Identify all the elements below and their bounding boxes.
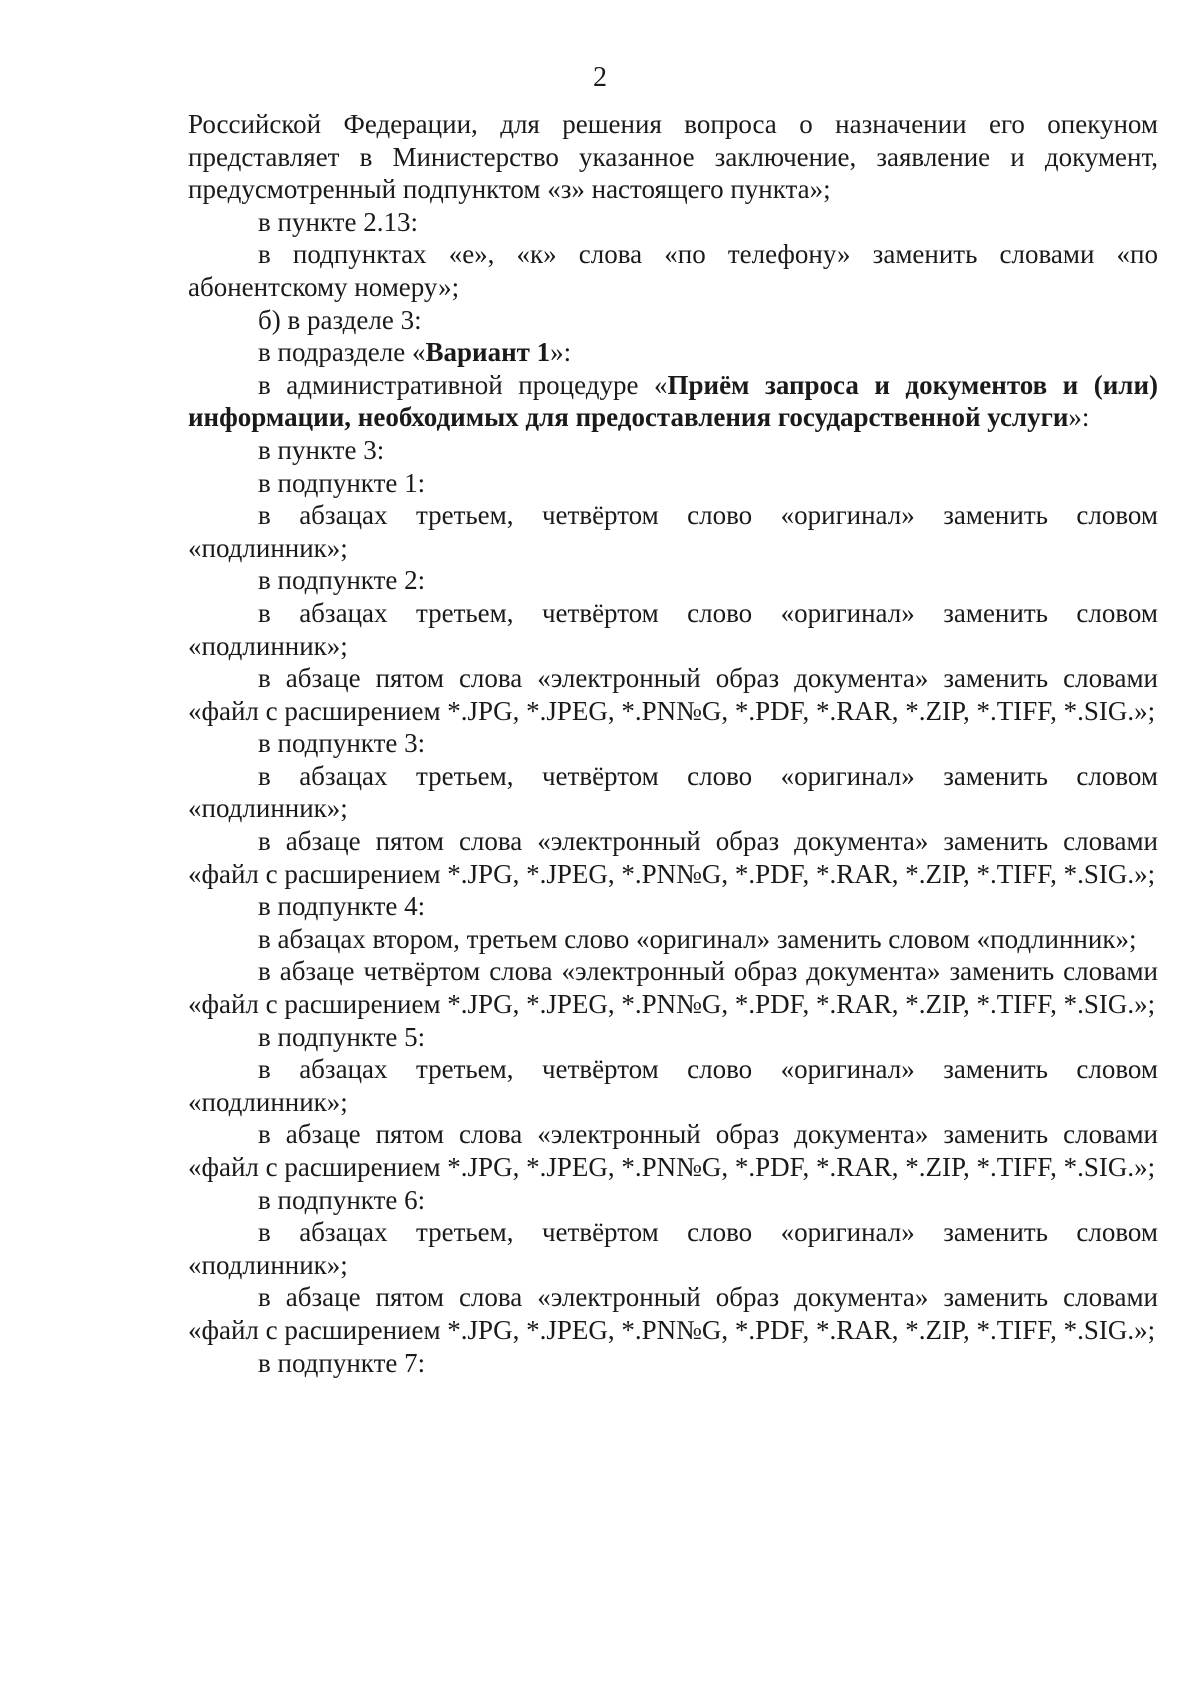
paragraph-amendment: в абзацах третьем, четвёртом слово «оригинал» заменить словом «подлинник»; [188, 500, 1158, 563]
paragraph-amendment: в абзацах третьем, четвёртом слово «оригинал» заменить словом «подлинник»; [188, 597, 1158, 661]
paragraph-subitem-1: в подпункте 1: [258, 467, 426, 498]
paragraph-amendment: в абзацах третьем, четвёртом слово «оригинал» заменить словом «подлинник»; [188, 1217, 1158, 1280]
paragraph-admin-procedure [188, 369, 1158, 434]
paragraph-amendment: в абзаце пятом слова «электронный образ документа» заменить словами «файл с расширением *.JPG, *.JPEG, *.PN№G, *.PDF, *.RAR, *.ZIP, *.TIFF, *.SIG.»; [188, 663, 1158, 726]
paragraph-section-3: б) в разделе 3: [258, 304, 422, 335]
paragraph-subitem-2: в подпункте 2: [258, 565, 426, 596]
paragraph-continuation: Российской Федерации, для решения вопроса о назначении его опекуном представляет в Министерство указанное заключение, заявление и документ, предусмотренный подпунктом «з» настоящего пункта»; [188, 109, 1158, 205]
paragraph-amendment: в абзаце пятом слова «электронный образ документа» заменить словами «файл с расширением *.JPG, *.JPEG, *.PN№G, *.PDF, *.RAR, *.ZIP, *.TIFF, *.SIG.»; [188, 1119, 1158, 1182]
paragraph-amendment: в абзаце пятом слова «электронный образ документа» заменить словами «файл с расширением *.JPG, *.JPEG, *.PN№G, *.PDF, *.RAR, *.ZIP, *.TIFF, *.SIG.»; [188, 1282, 1158, 1345]
paragraph-subitem-5: в подпункте 5: [258, 1021, 426, 1052]
paragraph-subitem-7: в подпункте 7: [258, 1347, 426, 1378]
document-body [188, 108, 1158, 1379]
page-number: 2 [593, 62, 607, 93]
paragraph-amendment: в абзаце четвёртом слова «электронный образ документа» заменить словами «файл с расширением *.JPG, *.JPEG, *.PN№G, *.PDF, *.RAR, *.ZIP, *.TIFF, *.SIG.»; [188, 956, 1158, 1020]
paragraph-amendment: в абзацах третьем, четвёртом слово «оригинал» заменить словом «подлинник»; [188, 1054, 1158, 1117]
paragraph-amendment: в абзацах третьем, четвёртом слово «оригинал» заменить словом «подлинник»; [188, 760, 1158, 824]
paragraph-subitem-6: в подпункте 6: [258, 1184, 426, 1215]
paragraph-subitems-e-k: в подпунктах «е», «к» слова «по телефону» заменить словами «по абонентскому номеру»; [188, 239, 1158, 302]
paragraph-amendment: в абзаце пятом слова «электронный образ документа» заменить словами «файл с расширением *.JPG, *.JPEG, *.PN№G, *.PDF, *.RAR, *.ZIP, *.TIFF, *.SIG.»; [188, 826, 1158, 889]
text-fragment: »: [550, 337, 572, 368]
paragraph-amendment: в абзацах втором, третьем слово «оригинал» заменить словом «подлинник»; [258, 923, 1137, 954]
paragraph-subitem-4: в подпункте 4: [258, 891, 426, 922]
paragraph-subsection-variant-1 [188, 336, 1158, 369]
bold-text: Приём запроса и документов и (или) информации, необходимых для предоставления государственной услуги [188, 369, 1158, 433]
text-fragment: в административной процедуре « [258, 369, 668, 400]
text-fragment: »: [1068, 402, 1090, 433]
paragraph-subitem-3: в подпункте 3: [258, 728, 426, 759]
text-fragment: в подразделе « [258, 337, 426, 368]
paragraph-item-3: в пункте 3: [258, 434, 385, 465]
paragraph-item-2-13: в пункте 2.13: [258, 206, 418, 237]
bold-text: Вариант 1 [425, 337, 551, 368]
